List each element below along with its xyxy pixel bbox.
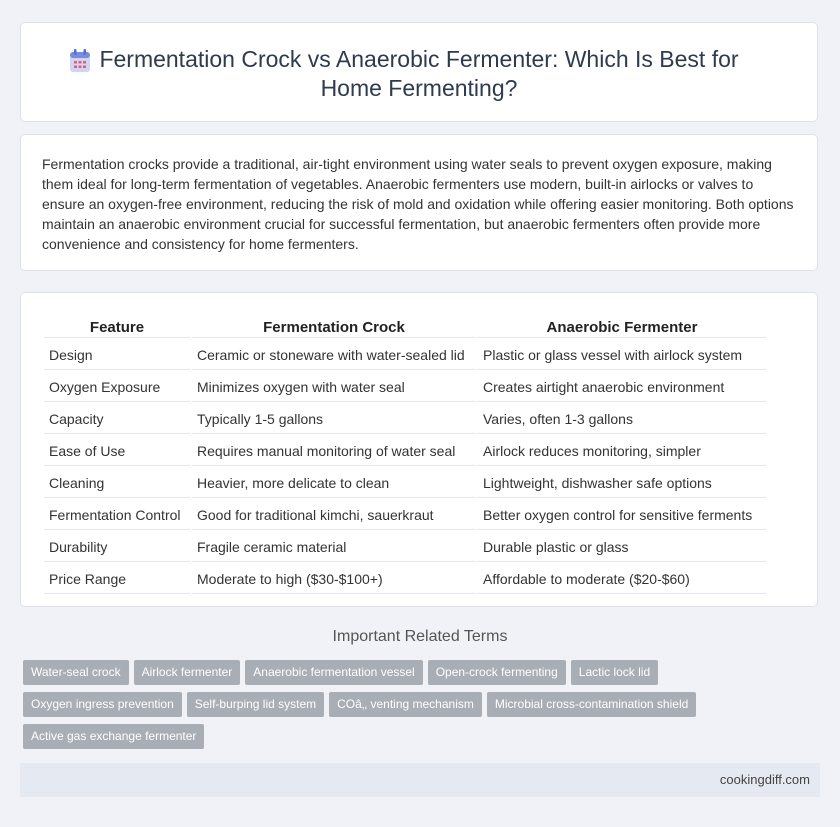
table-cell: Better oxygen control for sensitive ferments <box>478 500 766 530</box>
comparison-table <box>42 315 768 596</box>
table-cell: Airlock reduces monitoring, simpler <box>478 436 766 466</box>
term-tag[interactable]: Microbial cross-contamination shield <box>487 692 696 717</box>
table-cell: Durable plastic or glass <box>478 532 766 562</box>
table-cell: Minimizes oxygen with water seal <box>192 372 476 402</box>
table-row <box>44 468 766 498</box>
related-terms-list <box>23 660 813 756</box>
table-cell: Fragile ceramic material <box>192 532 476 562</box>
table-cell: Heavier, more delicate to clean <box>192 468 476 498</box>
header-card <box>20 22 818 122</box>
term-tag[interactable]: Active gas exchange fermenter <box>23 724 204 749</box>
table-header-row <box>44 317 766 338</box>
intro-card <box>20 134 818 271</box>
term-tag[interactable]: Open-crock fermenting <box>428 660 566 685</box>
table-cell: Design <box>44 340 190 370</box>
intro-paragraph: Fermentation crocks provide a traditional, air-tight environment using water seals to prevent oxygen exposure, making them ideal for long-term fermentation of vegetables. Anaerobic fermenters use modern, built-in airlocks or valves to ensure an oxygen-free environment, reducing the risk of mold and oxidation while offering easier monitoring. Both options maintain an anaerobic environment crucial for successful fermentation, but anaerobic fermenters often provide more convenience and consistency for home fermenters. <box>42 156 794 252</box>
page-title: Fermentation Crock vs Anaerobic Fermenter: Which Is Best for Home Fermenting? <box>99 46 739 101</box>
table-cell: Moderate to high ($30-$100+) <box>192 564 476 594</box>
footer-site-link[interactable]: cookingdiff.com <box>719 772 810 787</box>
term-tag[interactable]: Airlock fermenter <box>134 660 241 685</box>
table-row <box>44 500 766 530</box>
term-tag[interactable]: Water-seal crock <box>23 660 129 685</box>
table-row <box>44 404 766 434</box>
term-tag[interactable]: Self-burping lid system <box>187 692 324 717</box>
table-cell: Varies, often 1-3 gallons <box>478 404 766 434</box>
table-cell: Oxygen Exposure <box>44 372 190 402</box>
table-cell: Ceramic or stoneware with water-sealed lid <box>192 340 476 370</box>
table-cell: Creates airtight anaerobic environment <box>478 372 766 402</box>
table-row <box>44 436 766 466</box>
table-cell: Lightweight, dishwasher safe options <box>478 468 766 498</box>
term-tag[interactable]: Lactic lock lid <box>571 660 658 685</box>
column-header: Feature <box>44 317 190 338</box>
column-header: Anaerobic Fermenter <box>478 317 766 338</box>
table-cell: Capacity <box>44 404 190 434</box>
table-cell: Affordable to moderate ($20-$60) <box>478 564 766 594</box>
table-cell: Price Range <box>44 564 190 594</box>
table-row <box>44 340 766 370</box>
column-header: Fermentation Crock <box>192 317 476 338</box>
footer <box>20 763 820 797</box>
table-cell: Ease of Use <box>44 436 190 466</box>
table-row <box>44 372 766 402</box>
term-tag[interactable]: COâ‚‚ venting mechanism <box>329 692 482 717</box>
table-cell: Requires manual monitoring of water seal <box>192 436 476 466</box>
table-row <box>44 564 766 594</box>
table-cell: Plastic or glass vessel with airlock system <box>478 340 766 370</box>
comparison-card <box>20 292 818 607</box>
table-cell: Durability <box>44 532 190 562</box>
table-cell: Good for traditional kimchi, sauerkraut <box>192 500 476 530</box>
term-tag[interactable]: Oxygen ingress prevention <box>23 692 182 717</box>
related-terms-title: Important Related Terms <box>332 628 508 645</box>
table-cell: Cleaning <box>44 468 190 498</box>
table-cell: Typically 1-5 gallons <box>192 404 476 434</box>
term-tag[interactable]: Anaerobic fermentation vessel <box>245 660 422 685</box>
table-row <box>44 532 766 562</box>
table-cell: Fermentation Control <box>44 500 190 530</box>
